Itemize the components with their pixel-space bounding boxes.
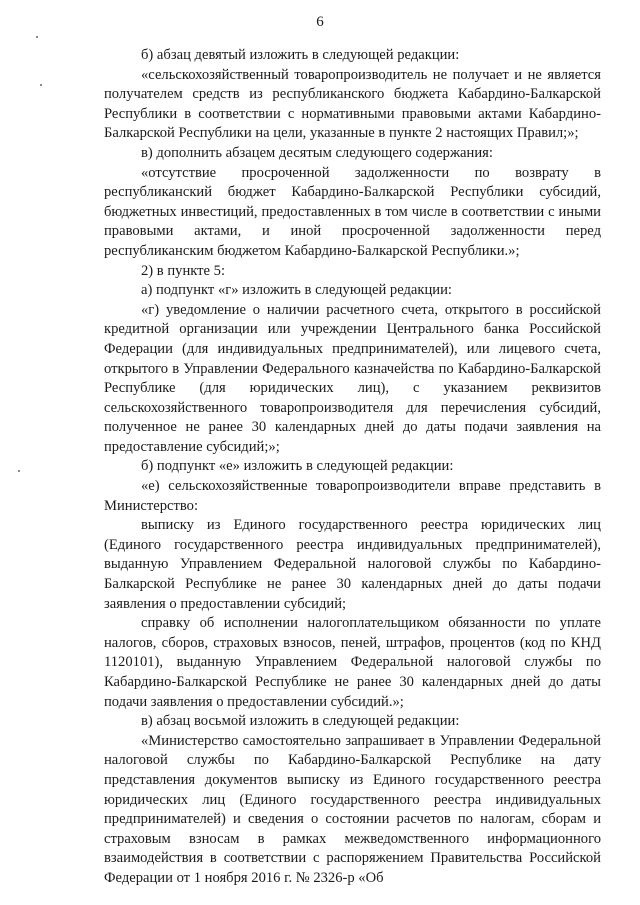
paragraph-11: справку об исполнении налогоплательщиком обязанности по уплате налогов, сборов, страховых взносов, пеней, штрафов, процентов (код по КНД 1120101), выданную Управлением Федеральной налоговой службы по Кабардино-Балкарской Республике не ранее 30 календарных дней до даты подачи заявления о предоставлении субсидий.»; xyxy=(104,615,601,710)
paragraph-5: 2) в пункте 5: xyxy=(141,262,226,279)
page-number: 6 xyxy=(316,14,324,30)
scan-speck xyxy=(36,36,38,38)
scan-speck xyxy=(18,470,20,472)
paragraph-7: «г) уведомление о наличии расчетного счета, открытого в российской кредитной организации или учреждении Центрального банка Российской Федерации (для индивидуальных предпринимателей), или лицевого счета, открытого в Управлении Федерального казначейства по Кабардино-Балкарской Республике (для юридических лиц), с указанием реквизитов сельскохозяйственного товаропроизводителя для перечисления субсидий, полученное не ранее 30 календарных дней до даты подачи заявления на предоставление субсидий;»; xyxy=(104,301,601,455)
paragraph-10: выписку из Единого государственного реестра юридических лиц (Единого государственного реестра индивидуальных предпринимателей), выданную Управлением Федеральной налоговой службы по Кабардино-Балкарской Республике не ранее 30 календарных дней до даты подачи заявления о предоставлении субсидий; xyxy=(104,517,601,612)
paragraph-3: в) дополнить абзацем десятым следующего содержания: xyxy=(141,144,493,161)
paragraph-9: «е) сельскохозяйственные товаропроизводители вправе представить в Министерство: xyxy=(104,478,601,514)
paragraph-2: «сельскохозяйственный товаропроизводитель не получает и не является получателем средств из республиканского бюджета Кабардино-Балкарской Республики в соответствии с нормативными правовыми актами Кабардино-Балкарской Республики на цели, указанные в пункте 2 настоящих Правил;»; xyxy=(104,66,601,142)
paragraph-8: б) подпункт «е» изложить в следующей редакции: xyxy=(141,458,454,475)
paragraph-13: «Министерство самостоятельно запрашивает в Управлении Федеральной налоговой службы по Кабардино-Балкарской Республике на дату представления документов выписку из Единого государственного реестра юридических лиц (Единого государственного реестра индивидуальных предпринимателей) и сведения о состоянии расчетов по налогам, сборам и страховым взносам в рамках межведомственного информационного взаимодействия в соответствии с распоряжением Правительства Российской Федерации от 1 ноября 2016 г. № 2326-р «Об xyxy=(104,732,601,886)
paragraph-12: в) абзац восьмой изложить в следующей редакции: xyxy=(141,713,460,730)
scan-speck xyxy=(40,84,42,86)
paragraph-1: б) абзац девятый изложить в следующей редакции: xyxy=(141,47,460,63)
paragraph-4: «отсутствие просроченной задолженности по возврату в республиканский бюджет Кабардино-Балкарской Республики субсидий, бюджетных инвестиций, предоставленных в том числе в соответствии с иными правовыми актами, и иной просроченной задолженности перед республиканским бюджетом Кабардино-Балкарской Республики.»; xyxy=(104,164,601,259)
paragraph-6: а) подпункт «г» изложить в следующей редакции: xyxy=(141,282,452,299)
document-body xyxy=(104,46,601,889)
